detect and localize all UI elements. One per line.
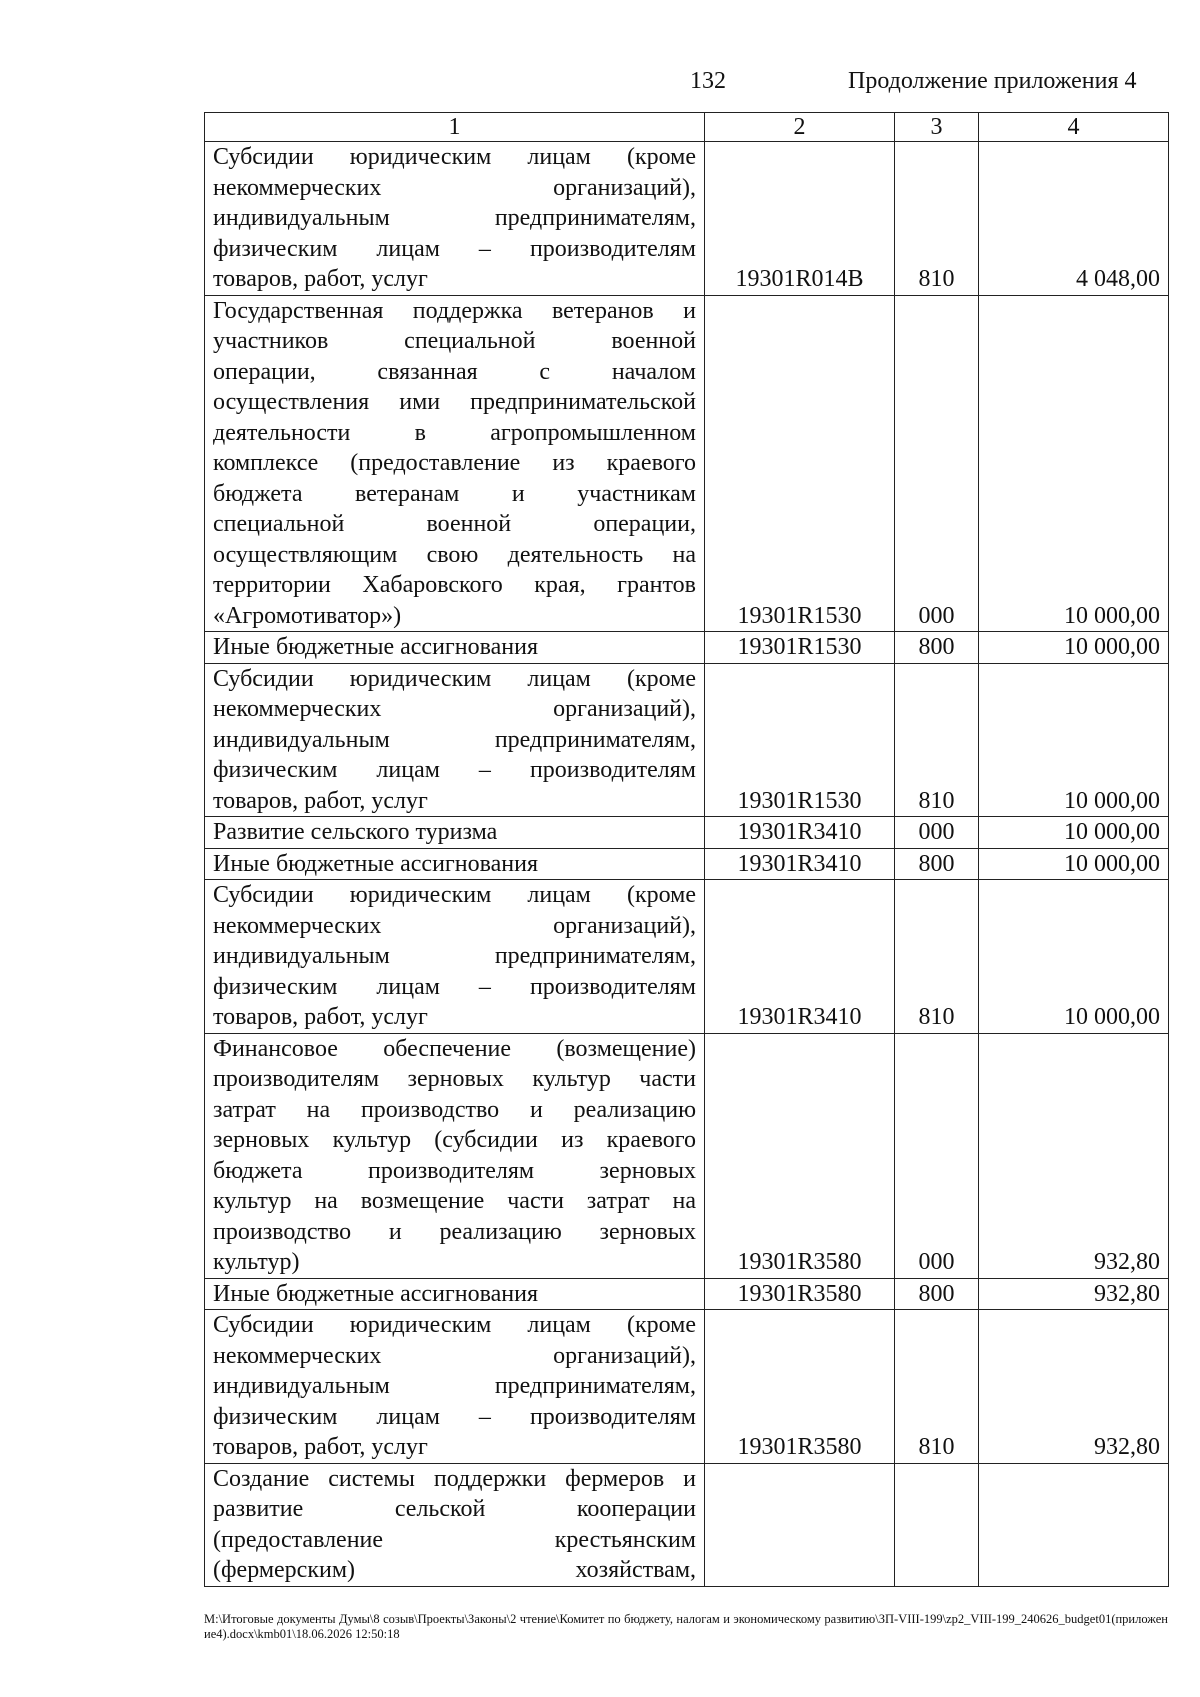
row-name-line: физическим лицам – производителям xyxy=(213,973,696,1000)
row-type-cell: 810 xyxy=(895,663,979,817)
table-row xyxy=(205,663,1169,817)
row-name-line: операции, связанная с началом xyxy=(213,358,696,385)
row-name-line: производителям зерновых культур части xyxy=(213,1066,696,1092)
row-code-cell xyxy=(705,1463,895,1586)
row-name-line: бюджета ветеранам и участникам xyxy=(213,480,696,507)
row-name-cell xyxy=(205,142,705,296)
row-name-line: территории Хабаровского края, грантов xyxy=(213,572,696,598)
table-row xyxy=(205,880,1169,1034)
page-number: 132 xyxy=(690,68,726,94)
row-name-line: Создание системы поддержки фермеров и xyxy=(213,1465,696,1492)
row-name-cell xyxy=(205,880,705,1034)
row-name-line: осуществляющим свою деятельность на xyxy=(213,541,696,568)
row-name-line: некоммерческих организаций), xyxy=(213,174,696,201)
row-name-line: товаров, работ, услуг xyxy=(213,787,428,814)
row-type-cell: 000 xyxy=(895,817,979,849)
column-header-1: 1 xyxy=(205,113,705,142)
row-type-cell: 000 xyxy=(895,1033,979,1278)
table-row xyxy=(205,1278,1169,1310)
row-name-cell xyxy=(205,1278,705,1310)
row-name-line: индивидуальным предпринимателям, xyxy=(213,726,696,753)
row-name-line: Субсидии юридическим лицам (кроме xyxy=(213,882,696,908)
row-amount-cell: 10 000,00 xyxy=(979,295,1169,632)
row-name-line: зерновых культур (субсидии из краевого xyxy=(213,1127,696,1153)
row-name-line: специальной военной операции, xyxy=(213,511,696,537)
row-name-line: деятельности в агропромышленном xyxy=(213,419,696,446)
row-name-line: Финансовое обеспечение (возмещение) xyxy=(213,1035,696,1062)
row-name-line: культур на возмещение части затрат на xyxy=(213,1188,696,1214)
row-name-line: Субсидии юридическим лицам (кроме xyxy=(213,144,696,170)
row-name-line: «Агромотиватор») xyxy=(213,602,402,629)
row-code-cell: 19301R3410 xyxy=(705,817,895,849)
row-amount-cell: 10 000,00 xyxy=(979,848,1169,880)
row-code-cell: 19301R1530 xyxy=(705,663,895,817)
row-amount-cell: 932,80 xyxy=(979,1278,1169,1310)
row-name-line: физическим лицам – производителям xyxy=(213,1403,696,1430)
row-name-line: развитие сельской кооперации xyxy=(213,1496,696,1522)
row-type-cell: 800 xyxy=(895,632,979,664)
row-type-cell: 800 xyxy=(895,848,979,880)
column-header-2: 2 xyxy=(705,113,895,142)
row-name-line: физическим лицам – производителям xyxy=(213,757,696,783)
table-row xyxy=(205,632,1169,664)
row-name-line: культур) xyxy=(213,1249,300,1275)
row-name-line: некоммерческих организаций), xyxy=(213,912,696,939)
row-name-line: комплексе (предоставление из краевого xyxy=(213,450,696,476)
row-name-line: бюджета производителям зерновых xyxy=(213,1157,696,1184)
row-type-cell: 810 xyxy=(895,1310,979,1464)
budget-table xyxy=(204,112,1169,1587)
row-name-line: Иные бюджетные ассигнования xyxy=(213,850,538,877)
row-code-cell: 19301R3580 xyxy=(705,1278,895,1310)
row-code-cell: 19301R3410 xyxy=(705,880,895,1034)
row-type-cell xyxy=(895,1463,979,1586)
column-header-4: 4 xyxy=(979,113,1169,142)
row-name-line: индивидуальным предпринимателям, xyxy=(213,943,696,969)
row-name-line: производство и реализацию зерновых xyxy=(213,1218,696,1245)
table-row xyxy=(205,1310,1169,1464)
row-code-cell: 19301R014B xyxy=(705,142,895,296)
row-name-line: затрат на производство и реализацию xyxy=(213,1096,696,1123)
row-amount-cell: 10 000,00 xyxy=(979,663,1169,817)
row-amount-cell: 10 000,00 xyxy=(979,632,1169,664)
table-row xyxy=(205,1033,1169,1278)
row-type-cell: 800 xyxy=(895,1278,979,1310)
row-name-line: (фермерским) хозяйствам, xyxy=(213,1557,696,1583)
row-name-cell xyxy=(205,817,705,849)
table-row xyxy=(205,295,1169,632)
row-name-line: Государственная поддержка ветеранов и xyxy=(213,297,696,324)
table-row xyxy=(205,1463,1169,1586)
row-type-cell: 810 xyxy=(895,142,979,296)
row-code-cell: 19301R3580 xyxy=(705,1310,895,1464)
row-name-line: (предоставление крестьянским xyxy=(213,1526,696,1553)
table-row xyxy=(205,142,1169,296)
row-amount-cell: 4 048,00 xyxy=(979,142,1169,296)
row-code-cell: 19301R1530 xyxy=(705,295,895,632)
row-name-line: Развитие сельского туризма xyxy=(213,819,498,845)
row-name-line: товаров, работ, услуг xyxy=(213,1434,428,1460)
row-name-line: индивидуальным предпринимателям, xyxy=(213,1373,696,1399)
row-amount-cell: 932,80 xyxy=(979,1310,1169,1464)
row-amount-cell xyxy=(979,1463,1169,1586)
row-name-line: некоммерческих организаций), xyxy=(213,1342,696,1369)
row-name-cell xyxy=(205,295,705,632)
row-name-line: Субсидии юридическим лицам (кроме xyxy=(213,1312,696,1338)
row-name-line: индивидуальным предпринимателям, xyxy=(213,205,696,231)
row-name-line: Иные бюджетные ассигнования xyxy=(213,1280,538,1307)
row-name-line: Иные бюджетные ассигнования xyxy=(213,634,538,660)
row-name-cell xyxy=(205,1310,705,1464)
row-name-cell xyxy=(205,1463,705,1586)
row-code-cell: 19301R1530 xyxy=(705,632,895,664)
row-name-line: товаров, работ, услуг xyxy=(213,1004,428,1030)
column-header-3: 3 xyxy=(895,113,979,142)
row-name-line: участников специальной военной xyxy=(213,328,696,354)
row-name-cell xyxy=(205,632,705,664)
row-name-cell xyxy=(205,663,705,817)
row-name-line: физическим лицам – производителям xyxy=(213,235,696,262)
row-name-line: товаров, работ, услуг xyxy=(213,266,428,292)
row-name-cell xyxy=(205,1033,705,1278)
row-code-cell: 19301R3410 xyxy=(705,848,895,880)
table-row xyxy=(205,817,1169,849)
continuation-label: Продолжение приложения 4 xyxy=(848,68,1137,94)
row-type-cell: 000 xyxy=(895,295,979,632)
row-amount-cell: 10 000,00 xyxy=(979,817,1169,849)
row-name-line: осуществления ими предпринимательской xyxy=(213,389,696,415)
table-header-row xyxy=(205,113,1169,142)
row-type-cell: 810 xyxy=(895,880,979,1034)
row-code-cell: 19301R3580 xyxy=(705,1033,895,1278)
row-amount-cell: 10 000,00 xyxy=(979,880,1169,1034)
footer-file-path: M:\Итоговые документы Думы\8 созыв\Проекты\Законы\2 чтение\Комитет по бюджету, налогам и экономическому развитию\ЗП-VIII-199\zp2_VIII-199_240626_budget01(приложение4).docx\kmb01\18.06.2026 12:50:18 xyxy=(204,1612,1168,1641)
table-row xyxy=(205,848,1169,880)
row-name-cell xyxy=(205,848,705,880)
row-name-line: Субсидии юридическим лицам (кроме xyxy=(213,665,696,692)
row-name-line: некоммерческих организаций), xyxy=(213,696,696,722)
row-amount-cell: 932,80 xyxy=(979,1033,1169,1278)
